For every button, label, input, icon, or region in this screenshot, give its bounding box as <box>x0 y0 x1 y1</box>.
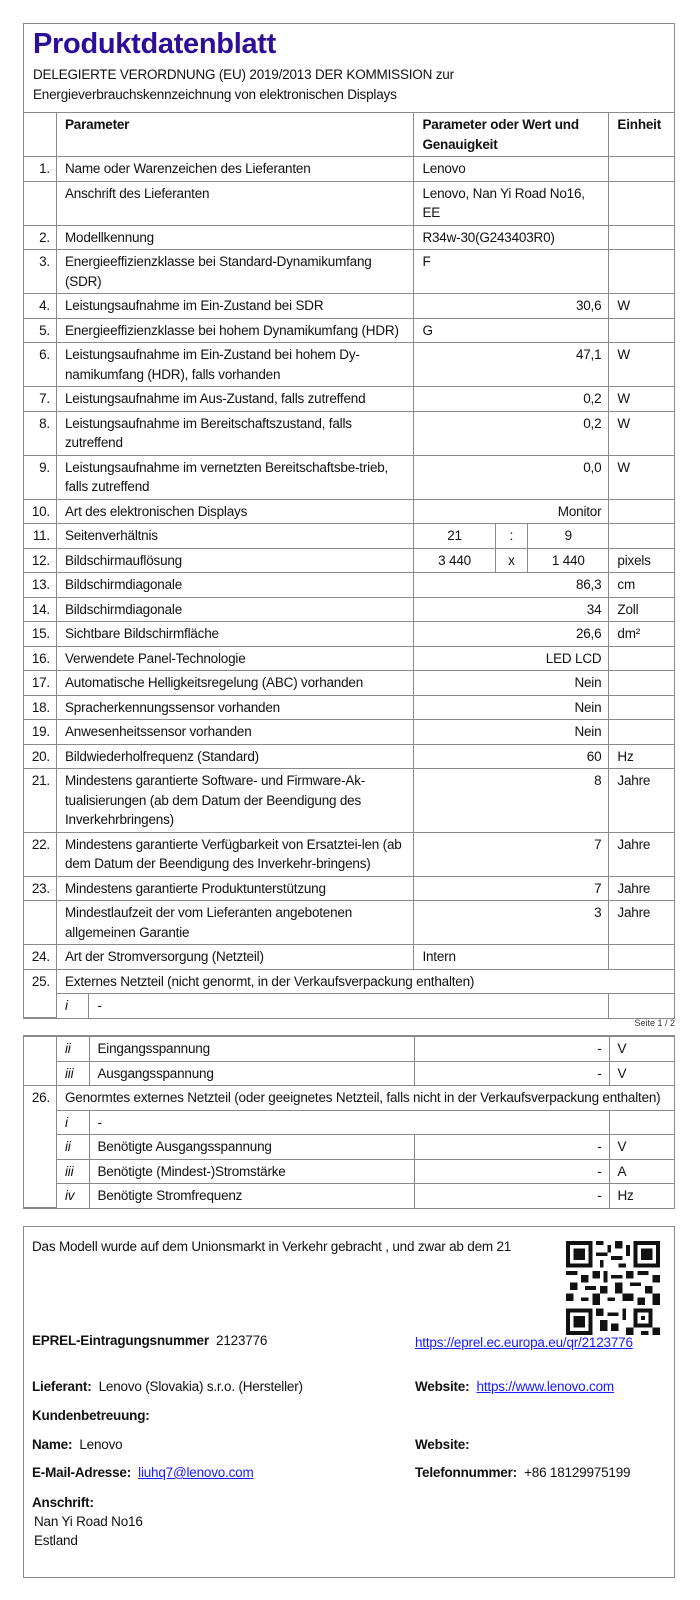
row-value: Intern <box>414 945 609 970</box>
table-subrow <box>24 1135 674 1160</box>
table-row <box>24 573 674 598</box>
table-row <box>24 671 674 696</box>
row-value: 0,2 <box>414 411 609 455</box>
row-value: Lenovo, Nan Yi Road No16, EE <box>414 181 609 225</box>
subtitle-line-1: DELEGIERTE VERORDNUNG (EU) 2019/2013 DER KOMMISSION zur <box>33 67 454 82</box>
row-unit: A <box>609 1159 674 1184</box>
row-value: G <box>414 318 609 343</box>
header-parameter: Parameter <box>56 113 413 157</box>
table-row <box>24 945 674 970</box>
qr-code-icon[interactable] <box>566 1241 660 1335</box>
row-parameter: Spracherkennungssensor vorhanden <box>56 695 413 720</box>
row-unit <box>609 250 674 294</box>
row-value: - <box>414 1135 609 1160</box>
table-row <box>24 387 674 412</box>
resolution-separator: x <box>495 548 527 573</box>
row-number: 18. <box>24 695 56 720</box>
row-number: 2. <box>24 225 56 250</box>
table-row <box>24 646 674 671</box>
row-value: Nein <box>414 695 609 720</box>
subrow-index: ii <box>57 1135 90 1160</box>
row-parameter: Bildschirmdiagonale <box>56 597 413 622</box>
table-header-row <box>24 113 674 157</box>
row-number: 7. <box>24 387 56 412</box>
row-parameter: Mindestens garantierte Verfügbarkeit von Ersatztei-len (ab dem Datum der Beendigung des Inverkehr-bringens) <box>56 832 413 876</box>
row-number: 4. <box>24 294 56 319</box>
row-parameter: Leistungsaufnahme im Aus-Zustand, falls zutreffend <box>56 387 413 412</box>
table-row <box>24 769 674 833</box>
row-value: 30,6 <box>414 294 609 319</box>
customer-service-website-label: Website: <box>415 1437 470 1452</box>
subrow-parameter: Ausgangsspannung <box>89 1061 414 1086</box>
aspect-ratio-separator: : <box>495 524 527 549</box>
customer-service-heading: Kundenbetreuung: <box>32 1408 150 1423</box>
row-unit: Hz <box>609 744 674 769</box>
row-unit: Zoll <box>609 597 674 622</box>
row-number: 25. <box>24 969 56 1018</box>
resolution-width: 3 440 <box>414 548 495 573</box>
row-parameter: Art des elektronischen Displays <box>56 499 413 524</box>
row-value: Lenovo <box>414 157 609 182</box>
row-unit: Jahre <box>609 876 674 901</box>
header-unit: Einheit <box>609 113 674 157</box>
row-unit <box>609 181 674 225</box>
aspect-ratio-width: 21 <box>414 524 495 549</box>
row-value: 7 <box>414 876 609 901</box>
customer-service-name <box>32 1437 122 1452</box>
header-no <box>24 113 56 157</box>
table-row <box>24 455 674 499</box>
row-parameter: Leistungsaufnahme im Ein-Zustand bei SDR <box>56 294 413 319</box>
row-unit <box>609 945 674 970</box>
supplier-label: Lieferant: <box>32 1379 92 1394</box>
row-unit: pixels <box>609 548 674 573</box>
row-unit: W <box>609 455 674 499</box>
row-number: 26. <box>24 1086 57 1208</box>
row-value: F <box>414 250 609 294</box>
row-unit <box>609 720 674 745</box>
row-number: 1. <box>24 157 56 182</box>
row-unit <box>609 499 674 524</box>
row-number: 20. <box>24 744 56 769</box>
eprel-number: 2123776 <box>216 1333 268 1348</box>
header-value: Parameter oder Wert und Genauigkeit <box>414 113 609 157</box>
row-unit: Jahre <box>609 832 674 876</box>
row-parameter: Leistungsaufnahme im vernetzten Bereitschaftsbe-trieb, falls zutreffend <box>56 455 413 499</box>
row-parameter: Leistungsaufnahme im Bereitschaftszustand, falls zutreffend <box>56 411 413 455</box>
row-unit: cm <box>609 573 674 598</box>
table-row <box>24 695 674 720</box>
row-value: 0,0 <box>414 455 609 499</box>
row-parameter: Energieeffizienzklasse bei hohem Dynamikumfang (HDR) <box>56 318 413 343</box>
row-parameter: Anschrift des Lieferanten <box>56 181 413 225</box>
product-data-sheet-page2 <box>23 1035 675 1209</box>
parameter-table-continued <box>24 1036 674 1208</box>
row-unit: V <box>609 1135 674 1160</box>
row-parameter: Mindestlaufzeit der vom Lieferanten angebotenen allgemeinen Garantie <box>56 901 413 945</box>
table-subrow <box>24 1037 674 1062</box>
row-number: 17. <box>24 671 56 696</box>
phone-value: +86 18129975199 <box>524 1465 631 1480</box>
row-unit: V <box>609 1061 674 1086</box>
row-number: 16. <box>24 646 56 671</box>
row-unit <box>609 646 674 671</box>
row-number <box>24 181 56 225</box>
email-link[interactable]: liuhq7@lenovo.com <box>138 1465 254 1480</box>
row-unit: W <box>609 411 674 455</box>
row-value: 26,6 <box>414 622 609 647</box>
row-number: 24. <box>24 945 56 970</box>
row-number: 12. <box>24 548 56 573</box>
resolution-height: 1 440 <box>528 548 609 573</box>
row-value: 47,1 <box>414 343 609 387</box>
row-parameter: Mindestens garantierte Produktunterstützung <box>56 876 413 901</box>
subrow-index: iv <box>57 1184 90 1208</box>
subrow-parameter: Eingangsspannung <box>89 1037 414 1062</box>
eprel-link[interactable]: https://eprel.ec.europa.eu/qr/2123776 <box>415 1335 633 1350</box>
row-unit: W <box>609 294 674 319</box>
subrow-parameter: Benötigte Ausgangsspannung <box>89 1135 414 1160</box>
table-row <box>24 1086 674 1111</box>
subrow-index: ii <box>57 1037 90 1062</box>
row-value: - <box>414 1037 609 1062</box>
website-link[interactable]: https://www.lenovo.com <box>476 1379 614 1394</box>
subrow-index: iii <box>57 1159 90 1184</box>
eprel-label: EPREL-Eintragungsnummer <box>32 1333 209 1348</box>
supplier <box>32 1379 303 1394</box>
table-subrow <box>24 1061 674 1086</box>
row-parameter: Mindestens garantierte Software- und Firmware-Ak-tualisierungen (ab dem Datum der Beendigung des Inverkehrbringens) <box>56 769 413 833</box>
row-number: 3. <box>24 250 56 294</box>
table-subrow <box>24 994 674 1018</box>
row-parameter: Sichtbare Bildschirmfläche <box>56 622 413 647</box>
address-label: Anschrift: <box>32 1495 94 1510</box>
row-number <box>24 1037 57 1086</box>
row-number: 13. <box>24 573 56 598</box>
table-subrow <box>24 1159 674 1184</box>
email-label: E-Mail-Adresse: <box>32 1465 132 1480</box>
row-value: 8 <box>414 769 609 833</box>
website <box>415 1379 614 1394</box>
row-parameter: Modellkennung <box>56 225 413 250</box>
regulation-subtitle <box>24 61 674 112</box>
subrow-parameter: Benötigte Stromfrequenz <box>89 1184 414 1208</box>
table-row <box>24 250 674 294</box>
table-row <box>24 744 674 769</box>
row-parameter: Anwesenheitssensor vorhanden <box>56 720 413 745</box>
row-number: 22. <box>24 832 56 876</box>
table-row <box>24 499 674 524</box>
row-value: - <box>414 1061 609 1086</box>
table-row <box>24 294 674 319</box>
table-subrow <box>24 1110 674 1135</box>
address-line-1: Nan Yi Road No16 <box>34 1514 143 1529</box>
parameter-table <box>24 112 674 1018</box>
table-row <box>24 876 674 901</box>
row-number: 23. <box>24 876 56 901</box>
row-value: LED LCD <box>414 646 609 671</box>
table-subrow <box>24 1184 674 1208</box>
row-value: 34 <box>414 597 609 622</box>
row-number: 6. <box>24 343 56 387</box>
row-parameter: Externes Netzteil (nicht genormt, in der Verkaufsverpackung enthalten) <box>56 969 674 994</box>
row-unit: V <box>609 1037 674 1062</box>
address <box>32 1493 143 1550</box>
subrow-parameter: - <box>89 994 609 1018</box>
aspect-ratio-height: 9 <box>528 524 609 549</box>
row-parameter: Automatische Helligkeitsregelung (ABC) vorhanden <box>56 671 413 696</box>
row-number: 9. <box>24 455 56 499</box>
row-unit <box>609 318 674 343</box>
row-parameter: Bildschirmdiagonale <box>56 573 413 598</box>
row-unit: Jahre <box>609 901 674 945</box>
row-value: Nein <box>414 671 609 696</box>
row-number: 21. <box>24 769 56 833</box>
table-row <box>24 548 674 573</box>
product-data-sheet-page1 <box>23 23 675 1019</box>
page-title: Produktdatenblatt <box>33 28 277 60</box>
table-row <box>24 157 674 182</box>
row-number <box>24 901 56 945</box>
address-line-2: Estland <box>34 1533 78 1548</box>
website-label: Website: <box>415 1379 470 1394</box>
table-row <box>24 832 674 876</box>
row-unit: Hz <box>609 1184 674 1208</box>
row-value: Monitor <box>414 499 609 524</box>
row-number: 15. <box>24 622 56 647</box>
subtitle-line-2: Energieverbrauchskennzeichnung von elektronischen Displays <box>33 87 397 102</box>
row-parameter: Name oder Warenzeichen des Lieferanten <box>56 157 413 182</box>
subrow-index: i <box>56 994 88 1018</box>
row-number: 8. <box>24 411 56 455</box>
page-number: Seite 1 / 2 <box>634 1018 675 1028</box>
row-value: 0,2 <box>414 387 609 412</box>
table-row <box>24 524 674 549</box>
row-unit <box>609 1110 674 1135</box>
email <box>32 1465 254 1480</box>
row-unit: dm² <box>609 622 674 647</box>
subrow-parameter: - <box>89 1110 609 1135</box>
market-date-text: Das Modell wurde auf dem Unionsmarkt in Verkehr gebracht , und zwar ab dem 21 <box>32 1239 512 1254</box>
row-unit <box>609 524 674 549</box>
supplier-value: Lenovo (Slovakia) s.r.o. (Hersteller) <box>98 1379 303 1394</box>
row-value: 86,3 <box>414 573 609 598</box>
row-unit <box>609 225 674 250</box>
row-value: 60 <box>414 744 609 769</box>
subrow-index: iii <box>57 1061 90 1086</box>
row-parameter: Genormtes externes Netzteil (oder geeignetes Netzteil, falls nicht in der Verkaufsverpackung enthalten) <box>57 1086 675 1111</box>
row-unit: W <box>609 343 674 387</box>
table-row <box>24 720 674 745</box>
table-row <box>24 969 674 994</box>
row-parameter: Verwendete Panel-Technologie <box>56 646 413 671</box>
row-parameter: Art der Stromversorgung (Netzteil) <box>56 945 413 970</box>
row-value: 7 <box>414 832 609 876</box>
row-value: 3 <box>414 901 609 945</box>
row-number: 5. <box>24 318 56 343</box>
row-unit: Jahre <box>609 769 674 833</box>
row-value: Nein <box>414 720 609 745</box>
row-unit <box>609 695 674 720</box>
table-row <box>24 343 674 387</box>
row-value: - <box>414 1159 609 1184</box>
supplier-info-box <box>23 1226 675 1578</box>
name-value: Lenovo <box>79 1437 123 1452</box>
eprel-registration <box>32 1333 267 1348</box>
row-parameter: Bildwiederholfrequenz (Standard) <box>56 744 413 769</box>
table-row <box>24 622 674 647</box>
row-value: - <box>414 1184 609 1208</box>
row-parameter: Leistungsaufnahme im Ein-Zustand bei hohem Dy-namikumfang (HDR), falls vorhanden <box>56 343 413 387</box>
subrow-parameter: Benötigte (Mindest-)Stromstärke <box>89 1159 414 1184</box>
table-row <box>24 181 674 225</box>
row-value: R34w-30(G243403R0) <box>414 225 609 250</box>
table-row <box>24 901 674 945</box>
row-unit: W <box>609 387 674 412</box>
phone <box>415 1465 630 1480</box>
phone-label: Telefonnummer: <box>415 1465 517 1480</box>
row-number: 11. <box>24 524 56 549</box>
subrow-index: i <box>57 1110 90 1135</box>
row-unit <box>609 994 674 1018</box>
table-row <box>24 597 674 622</box>
table-row <box>24 225 674 250</box>
table-row <box>24 411 674 455</box>
row-parameter: Energieeffizienzklasse bei Standard-Dynamikumfang (SDR) <box>56 250 413 294</box>
row-number: 19. <box>24 720 56 745</box>
row-number: 10. <box>24 499 56 524</box>
table-row <box>24 318 674 343</box>
row-parameter: Bildschirmauflösung <box>56 548 413 573</box>
row-number: 14. <box>24 597 56 622</box>
row-parameter: Seitenverhältnis <box>56 524 413 549</box>
row-unit <box>609 671 674 696</box>
row-unit <box>609 157 674 182</box>
name-label: Name: <box>32 1437 73 1452</box>
